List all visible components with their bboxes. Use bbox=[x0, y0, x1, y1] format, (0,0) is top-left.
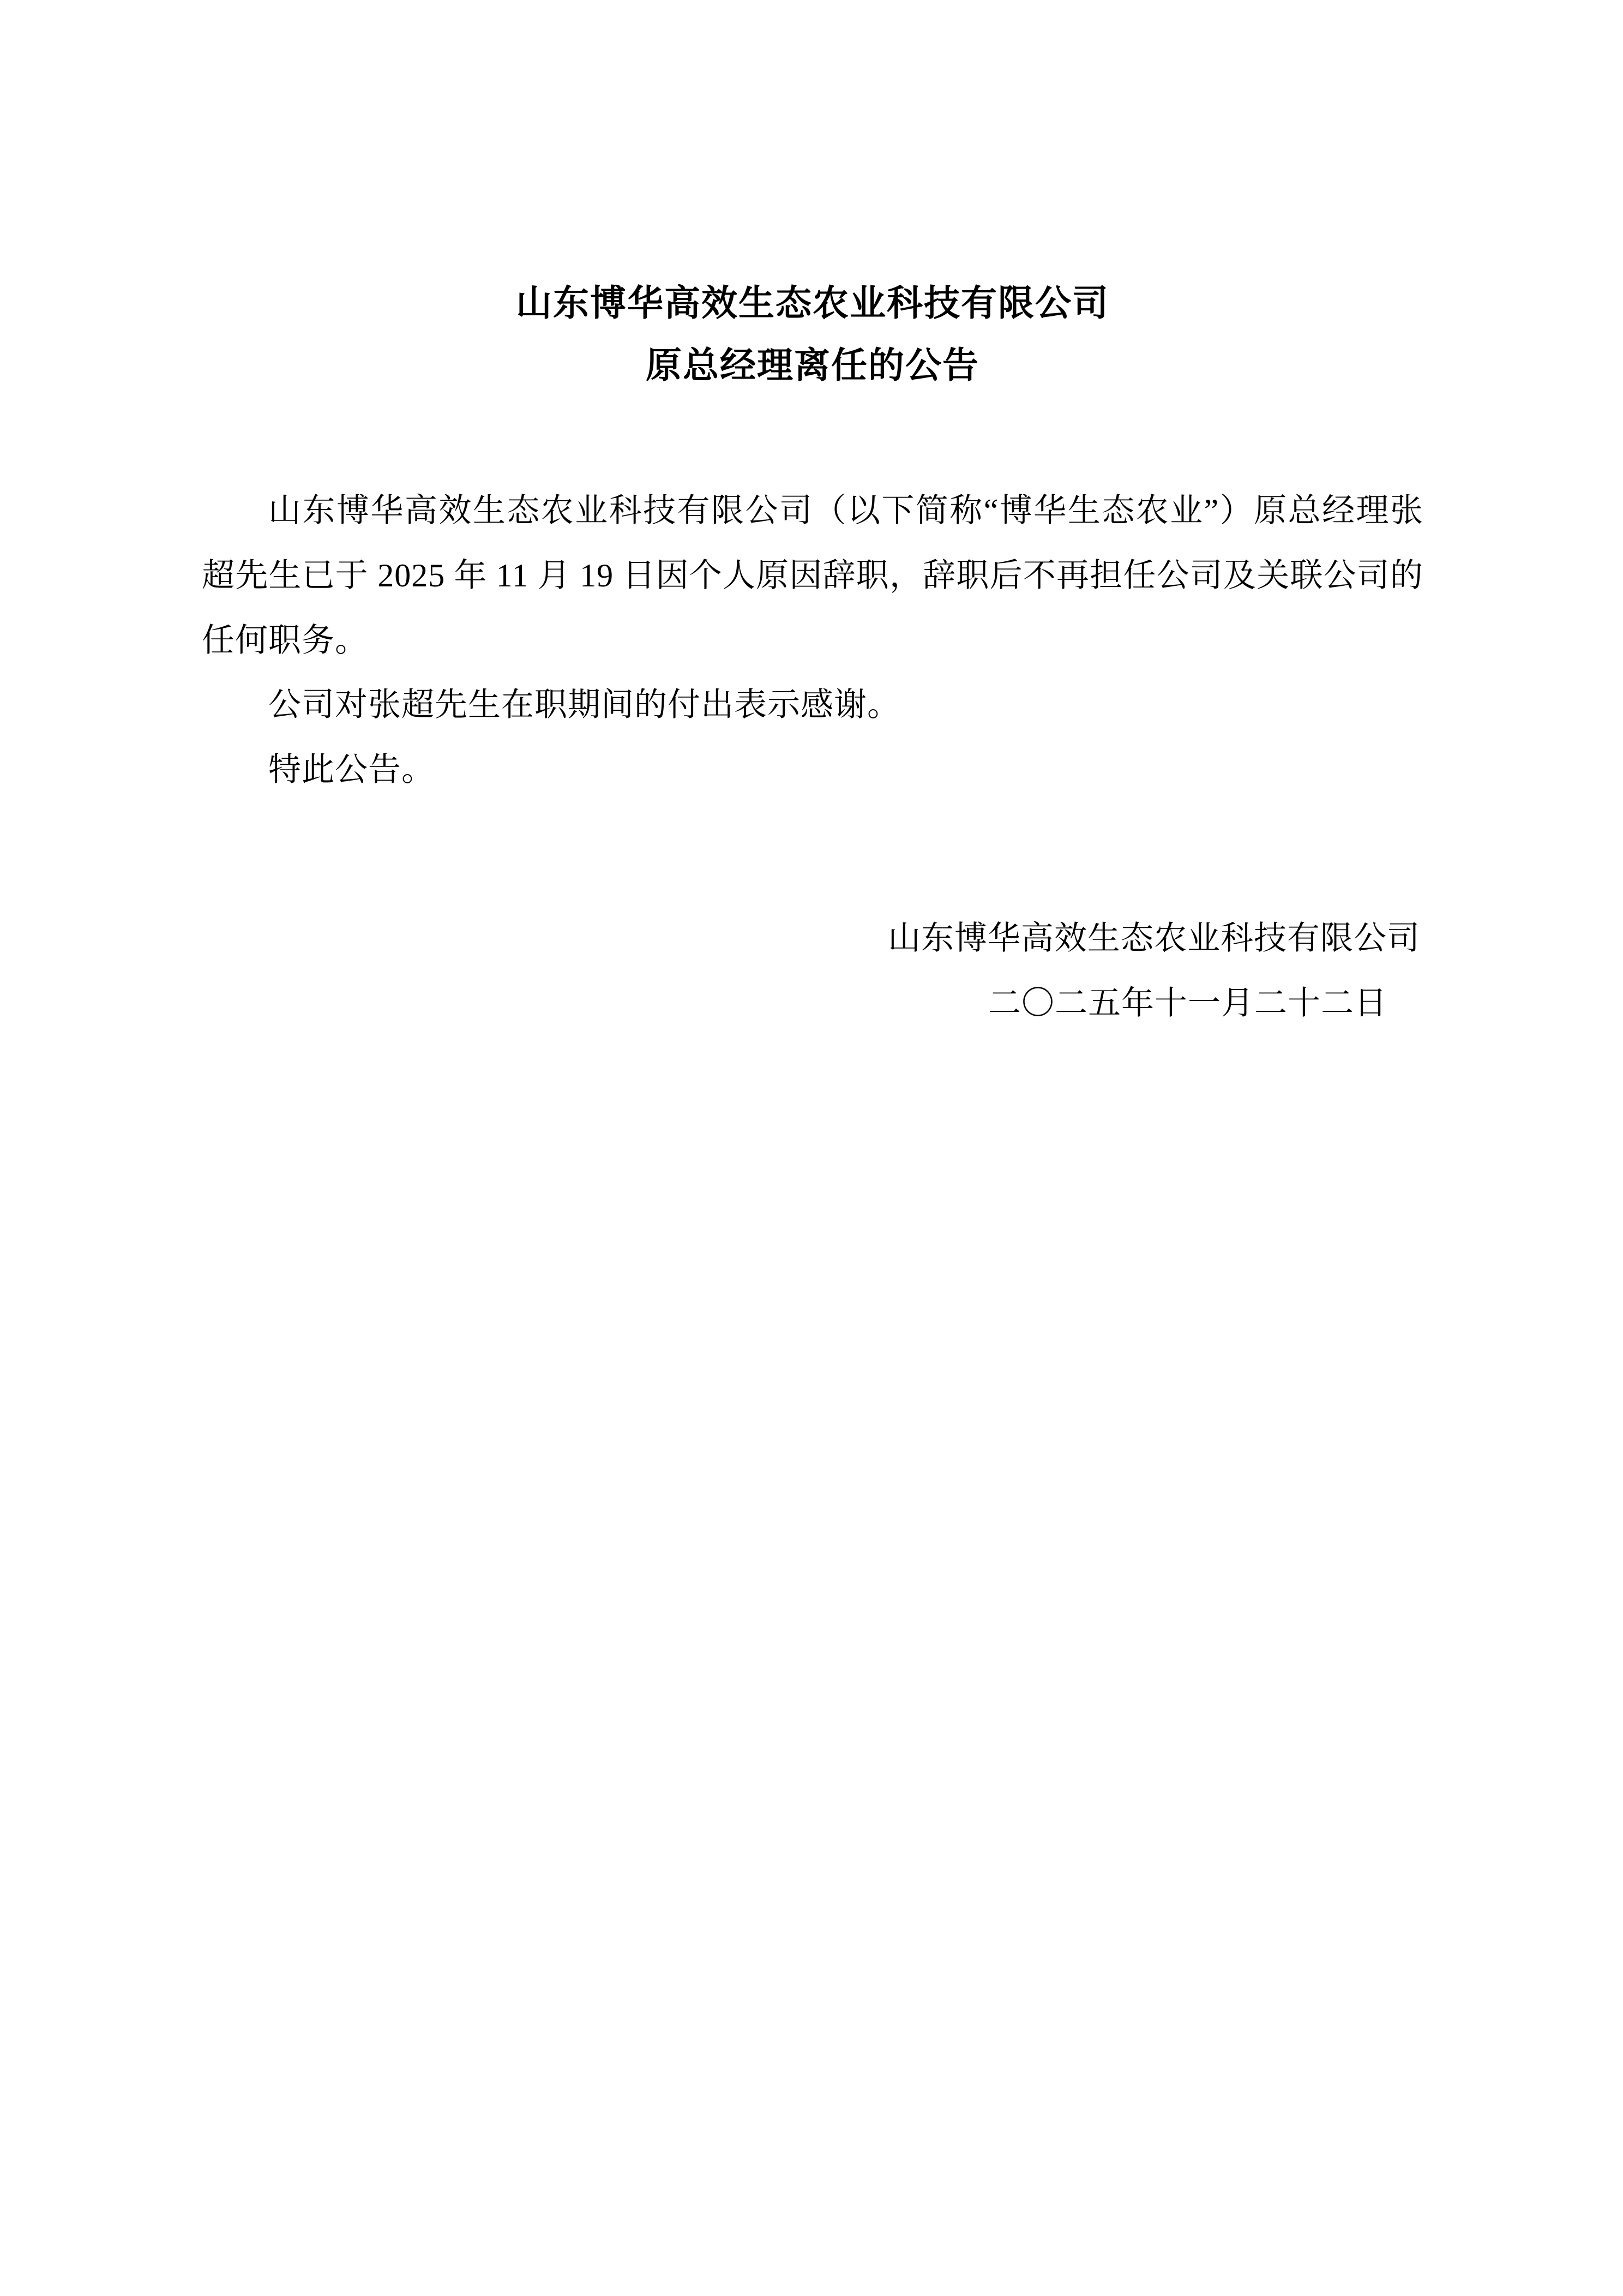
signature-date: 二〇二五年十一月二十二日 bbox=[988, 985, 1387, 1021]
title-line-2: 原总经理离任的公告 bbox=[646, 345, 979, 386]
title-line-1: 山东博华高效生态农业科技有限公司 bbox=[516, 284, 1109, 323]
title-spacer bbox=[202, 397, 1423, 478]
paragraph-3: 特此公告。 bbox=[268, 752, 435, 788]
page-title bbox=[202, 273, 1423, 397]
paragraph-1: 山东博华高效生态农业科技有限公司（以下简称“博华生态农业”）原总经理张超先生已于 2025 年 11 月 19 日因个人原因辞职，辞职后不再担任公司及关联公司的任何职务。 bbox=[202, 493, 1423, 658]
signature-company: 山东博华高效生态农业科技有限公司 bbox=[888, 920, 1420, 957]
document-body bbox=[202, 478, 1423, 802]
signature-block bbox=[202, 906, 1423, 1036]
paragraph-2: 公司对张超先生在职期间的付出表示感谢。 bbox=[268, 687, 900, 723]
document-content bbox=[202, 273, 1423, 1036]
